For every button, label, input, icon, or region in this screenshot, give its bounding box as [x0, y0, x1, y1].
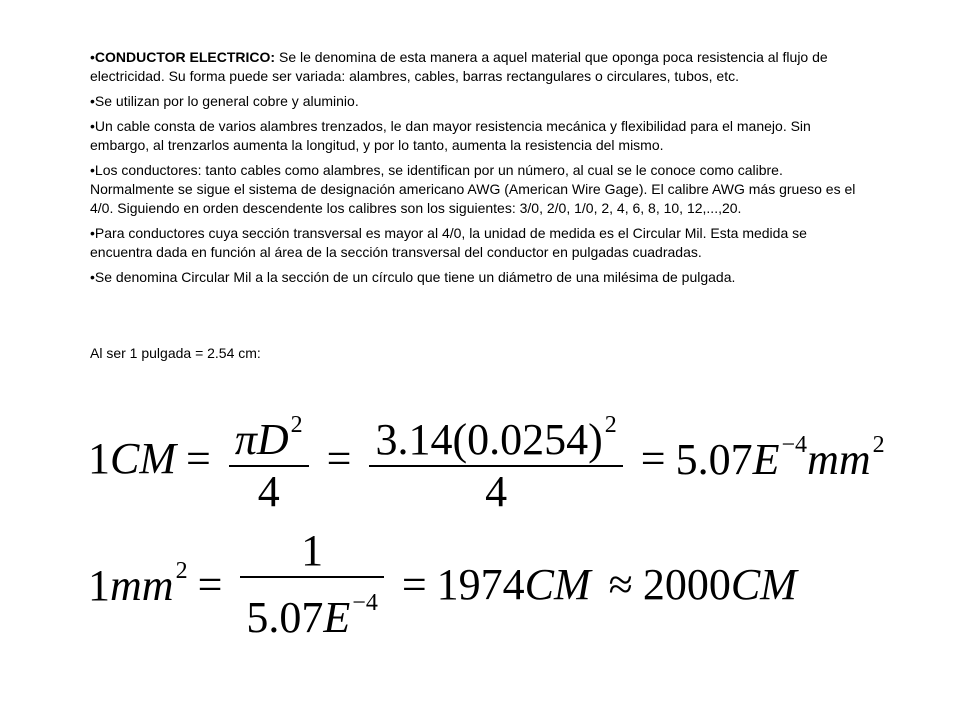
equation-square-mm: [88, 526, 797, 643]
result-value: 1974: [436, 560, 525, 609]
eq2-numerator: 1: [301, 526, 324, 575]
eq1-lhs-number: 1: [88, 434, 110, 483]
paragraph-text: Se le denomina de esta manera a aquel material que oponga poca resistencia al flujo de electricidad. Su forma puede ser variada: alambres, cables, barras rectangulares o circulares, tubos, etc.: [90, 49, 828, 84]
paragraph-definition: [90, 268, 860, 287]
eq1-f2-numerator: [369, 400, 622, 465]
exponent: 2: [872, 432, 885, 458]
denominator-e: E: [323, 593, 351, 642]
eq1-lhs-unit: CM: [110, 434, 176, 483]
bullet: •: [90, 225, 95, 241]
text-block: [90, 48, 860, 293]
paragraph-text: Para conductores cuya sección transversal es mayor al 4/0, la unidad de medida es el Circular Mil. Esta medida se encuentra dada en función al área de la sección transversal del conductor en pulgadas cuadradas.: [90, 225, 807, 260]
result-e: E: [752, 435, 780, 484]
exponent: 2: [604, 412, 617, 438]
bullet: •: [90, 118, 95, 134]
eq1-equals-3: =: [640, 434, 666, 483]
eq1-fraction-1: [229, 400, 309, 517]
eq1-equals-1: =: [186, 434, 211, 483]
eq1-equals-2: =: [326, 434, 352, 483]
lhs-unit: mm: [110, 561, 174, 610]
paragraph-cable: [90, 117, 860, 155]
numerator-value: 3.14(0.0254): [375, 415, 603, 464]
bullet: •: [90, 269, 95, 285]
eq2-denominator: [240, 578, 383, 643]
result-unit: mm: [807, 435, 871, 484]
eq1-fraction-2: [369, 400, 622, 517]
eq1-f1-numerator: [229, 400, 309, 465]
paragraph-awg: [90, 161, 860, 218]
eq2-result: [437, 559, 591, 610]
approx-unit: CM: [730, 560, 797, 609]
equation-circular-mil: [88, 400, 885, 517]
result-value: 5.07: [675, 435, 753, 484]
paragraph-heading: CONDUCTOR ELECTRICO:: [94, 49, 276, 65]
pi-symbol: π: [234, 415, 257, 464]
exponent: 2: [175, 558, 188, 584]
eq2-fraction: [240, 526, 383, 643]
eq2-approx-result: [643, 559, 797, 610]
diameter-var: D: [256, 415, 289, 464]
exponent: 2: [290, 412, 303, 438]
exponent: −4: [781, 432, 808, 458]
paragraph-text: Un cable consta de varios alambres trenzados, le dan mayor resistencia mecánica y flexibilidad para el manejo. Sin embargo, al trenzarlos aumenta la longitud, y por lo tanto, aumenta la resistencia del mismo.: [90, 118, 811, 153]
eq2-lhs: [88, 558, 188, 611]
bullet: •: [90, 162, 95, 178]
denominator-value: 5.07: [246, 593, 324, 642]
eq2-equals-1: =: [197, 560, 223, 609]
eq2-approx: ≈: [608, 560, 633, 609]
eq2-equals-2: =: [401, 560, 427, 609]
eq1-f2-denominator: 4: [485, 467, 508, 516]
lhs-number: 1: [88, 561, 110, 610]
paragraph-text: Se utilizan por lo general cobre y aluminio.: [94, 93, 359, 109]
result-unit: CM: [524, 560, 591, 609]
eq1-f1-denominator: 4: [257, 467, 280, 516]
paragraph-materials: [90, 92, 860, 111]
bullet: •: [90, 93, 95, 109]
exponent: −4: [352, 590, 378, 616]
paragraph-circular-mil: [90, 224, 860, 262]
conversion-intro: Al ser 1 pulgada = 2.54 cm:: [90, 345, 261, 361]
approx-value: 2000: [642, 560, 731, 609]
paragraph-text: Los conductores: tanto cables como alambres, se identifican por un número, al cual se le conoce como calibre. Normalmente se sigue el sistema de designación americano AWG (American Wire Gage). El calibre AWG más grueso es el 4/0. Siguiendo en orden descendente los calibres son los siguientes: 3/0, 2/0, 1/0, 2, 4, 6, 8, 10, 12,...,20.: [90, 162, 856, 216]
eq1-result: [676, 432, 885, 485]
paragraph-conductor-electrico: [90, 48, 860, 86]
paragraph-text: Se denomina Circular Mil a la sección de un círculo que tiene un diámetro de una milésima de pulgada.: [94, 269, 736, 285]
bullet: •: [90, 49, 95, 65]
